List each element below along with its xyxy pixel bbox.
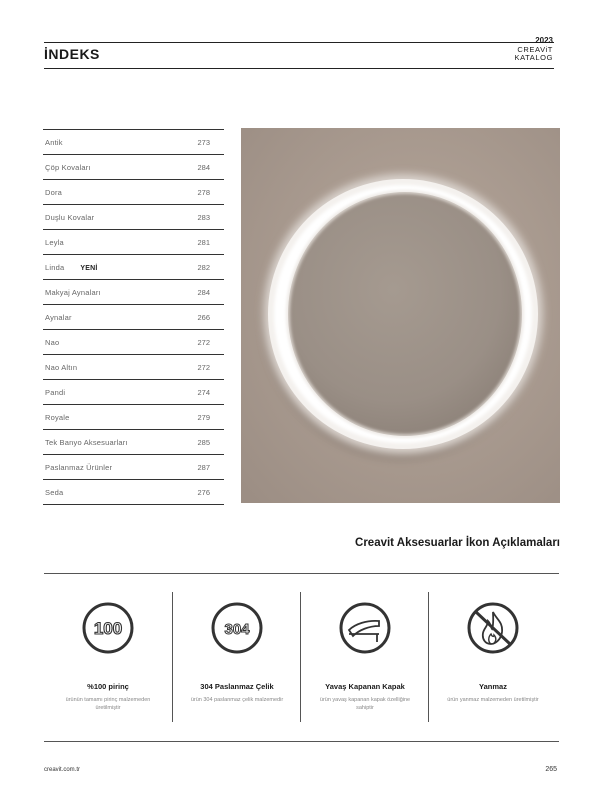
footer-website[interactable]: creavit.com.tr <box>44 767 81 773</box>
index-name: Pandi <box>45 388 66 397</box>
header-bottom-rule <box>44 68 554 69</box>
index-row[interactable] <box>43 354 224 379</box>
index-name: Nao <box>45 338 60 347</box>
index-page: 272 <box>197 363 210 372</box>
index-page: 273 <box>197 138 210 147</box>
index-row[interactable] <box>43 404 224 429</box>
index-row[interactable] <box>43 279 224 304</box>
index-row[interactable] <box>43 304 224 329</box>
index-name-with-badge <box>45 263 98 272</box>
index-name: Paslanmaz Ürünler <box>45 463 113 472</box>
legend-description: ürün yanmaz malzemeden üretilmiştir <box>447 697 539 703</box>
index-page: 284 <box>197 163 210 172</box>
index-row[interactable] <box>43 179 224 204</box>
page-number: 265 <box>545 766 557 773</box>
index-page: 281 <box>197 238 210 247</box>
page-title: İNDEKS <box>44 46 100 62</box>
index-row[interactable] <box>43 229 224 254</box>
legend-description: ürün yavaş kapanan kapak özelliğine sahiptir <box>319 697 411 711</box>
brand-year: 2023 <box>535 36 553 45</box>
legend-title: Yavaş Kapanan Kapak <box>325 682 405 691</box>
new-badge: YENİ <box>80 265 98 272</box>
legend-description: ürün 304 paslanmaz çelik malzemedir <box>190 697 284 703</box>
index-name: Antik <box>45 138 63 147</box>
index-list <box>43 129 224 505</box>
index-page: 287 <box>197 463 210 472</box>
legend-title: Yanmaz <box>479 682 507 691</box>
section-title: Creavit Aksesuarlar İkon Açıklamaları <box>355 537 560 549</box>
steel-304-glyph: 304 <box>224 621 250 638</box>
index-row[interactable] <box>43 129 224 154</box>
icon-legend <box>44 592 559 722</box>
steel-304-icon <box>211 602 263 654</box>
index-name: Royale <box>45 413 70 422</box>
index-row[interactable] <box>43 429 224 454</box>
section-bottom-rule <box>44 741 559 742</box>
legend-title: 304 Paslanmaz Çelik <box>200 682 274 691</box>
legend-item-fireproof <box>428 592 557 722</box>
index-page: 274 <box>197 388 210 397</box>
index-row[interactable] <box>43 454 224 479</box>
index-row[interactable] <box>43 479 224 505</box>
index-name: Seda <box>45 488 64 497</box>
index-page: 284 <box>197 288 210 297</box>
index-name: Makyaj Aynaları <box>45 288 101 297</box>
mirror-photo <box>241 128 560 503</box>
index-row[interactable] <box>43 154 224 179</box>
index-page: 279 <box>197 413 210 422</box>
index-page: 266 <box>197 313 210 322</box>
index-page: 283 <box>197 213 210 222</box>
index-row[interactable] <box>43 379 224 404</box>
brass-100-glyph: 100 <box>93 619 123 638</box>
legend-item-steel <box>172 592 301 722</box>
legend-item-brass <box>44 592 172 722</box>
index-page: 285 <box>197 438 210 447</box>
legend-item-soft-close <box>300 592 429 722</box>
brand-subtitle: KATALOG <box>514 53 553 62</box>
index-name: Duşlu Kovalar <box>45 213 95 222</box>
index-name: Dora <box>45 188 63 197</box>
index-row[interactable] <box>43 329 224 354</box>
index-name: Leyla <box>45 238 64 247</box>
fireproof-icon <box>467 602 519 654</box>
index-page: 278 <box>197 188 210 197</box>
index-name: Linda <box>45 263 65 272</box>
index-name: Nao Altın <box>45 363 78 372</box>
brand-block <box>514 37 553 63</box>
index-row[interactable] <box>43 204 224 229</box>
index-name: Aynalar <box>45 313 72 322</box>
index-row[interactable] <box>43 254 224 279</box>
section-top-rule <box>44 573 559 574</box>
legend-description: ürünün tamamı pirinç malzemeden üretilmiştir <box>65 697 151 711</box>
legend-title: %100 pirinç <box>87 682 129 691</box>
index-page: 276 <box>197 488 210 497</box>
index-name: Tek Banyo Aksesuarları <box>45 438 128 447</box>
index-name: Çöp Kovaları <box>45 163 91 172</box>
brass-100-icon <box>82 602 134 654</box>
index-page: 272 <box>197 338 210 347</box>
soft-close-icon <box>339 602 391 654</box>
brand-name: CREAViT <box>517 44 553 54</box>
header-top-rule <box>44 42 554 43</box>
round-mirror-illustration <box>241 128 560 503</box>
index-page: 282 <box>197 263 210 272</box>
